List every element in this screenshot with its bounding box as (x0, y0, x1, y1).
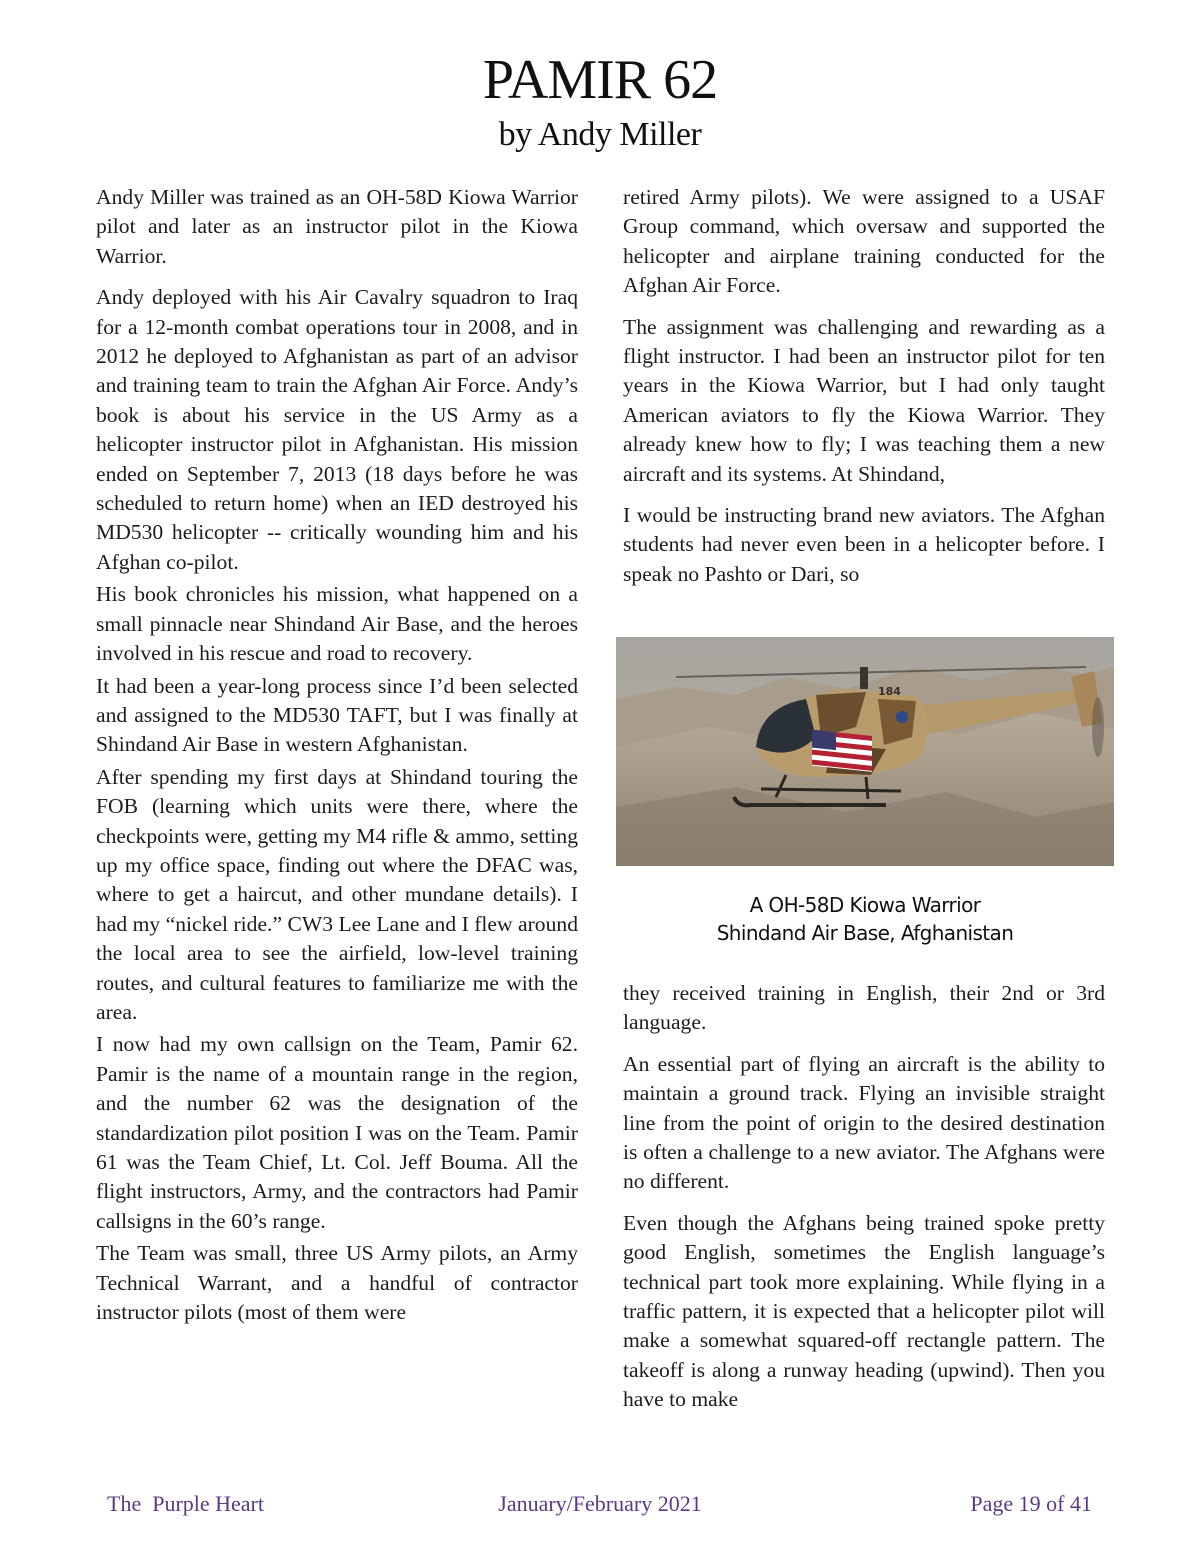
paragraph: Andy Miller was trained as an OH-58D Kiowa Warrior pilot and later as an instructor pilot in the Kiowa Warrior. (96, 185, 578, 268)
article-title: PAMIR 62 (482, 49, 718, 111)
paragraph: After spending my first days at Shindand touring the FOB (learning which units were there, where the checkpoints were, getting my M4 rifle & ammo, setting up my office space, finding out where the DFAC was, where to get a haircut, and other mundane details). I had my “nickel ride.” CW3 Lee Lane and I flew around the local area to see the airfield, low-level training routes, and cultural features to familiarize me with the area. (96, 764, 578, 1024)
photo-caption (616, 891, 1114, 947)
helicopter-photo (616, 637, 1114, 866)
paragraph: It had been a year-long process since I’d been selected and assigned to the MD530 TAFT, but I was finally at Shindand Air Base in western Afghanistan. (96, 673, 578, 757)
right-column-bottom (623, 979, 1105, 1415)
paragraph: Andy deployed with his Air Cavalry squadron to Iraq for a 12-month combat operations tour in 2008, and in 2012 he deployed to Afghanistan as part of an advisor and training team to train the Afghan Air Force. Andy’s book is about his service in the US Army as a helicopter instructor pilot in Afghanistan. His mission ended on September 7, 2013 (18 days before he was scheduled to return home) when an IED destroyed his MD530 helicopter -- critically wounding him and his Afghan co-pilot. (96, 285, 578, 574)
article-byline: by Andy Miller (498, 116, 702, 153)
paragraph: I would be instructing brand new aviators. The Afghan students had never even been in a helicopter before. I speak no Pashto or Dari, so (623, 503, 1105, 586)
landing-skid (761, 789, 901, 791)
footer-page-number: Page 19 of 41 (970, 1491, 1092, 1516)
roundel-icon (896, 711, 908, 723)
paragraph: An essential part of flying an aircraft is the ability to maintain a ground track. Flying an invisible straight line from the point of origin to the desired destination is often a challenge to a new aviator. The Afghans were no different. (623, 1051, 1105, 1194)
flag-icon (812, 730, 872, 772)
paragraph: retired Army pilots). We were assigned to a USAF Group command, which oversaw and supported the helicopter and airplane training conducted for the Afghan Air Force. (623, 185, 1105, 298)
right-column-top (623, 183, 1105, 589)
paragraph: The Team was small, three US Army pilots, an Army Technical Warrant, and a handful of contractor instructor pilots (most of them were (96, 1241, 578, 1325)
left-column (96, 183, 578, 1327)
footer-publication: The Purple Heart (107, 1491, 264, 1516)
footer-issue: January/February 2021 (498, 1491, 702, 1516)
skid-strut (866, 777, 868, 799)
caption-line: Shindand Air Base, Afghanistan (716, 921, 1014, 945)
caption-line: A OH-58D Kiowa Warrior (749, 893, 981, 917)
paragraph: His book chronicles his mission, what happened on a small pinnacle near Shindand Air Base, and the heroes involved in his rescue and road to recovery. (96, 582, 578, 666)
paragraph: The assignment was challenging and rewarding as a flight instructor. I had been an instructor pilot for ten years in the Kiowa Warrior, but I had only taught American aviators to fly the Kiowa Warrior. They already knew how to fly; I was teaching them a new aircraft and its systems. At Shindand, (623, 314, 1105, 486)
rotor-mast (860, 667, 868, 689)
tail-number: 184 (878, 685, 901, 698)
paragraph: they received training in English, their 2nd or 3rd language. (623, 981, 1105, 1035)
tail-rotor (1092, 697, 1104, 757)
paragraph: I now had my own callsign on the Team, Pamir 62. Pamir is the name of a mountain range in the region, and the number 62 was the designation of the standardization pilot position I was on the Team. Pamir 61 was the Team Chief, Lt. Col. Jeff Bouma. All the flight instructors, Army, and the contractors had Pamir callsigns in the 60’s range. (96, 1032, 578, 1233)
paragraph: Even though the Afghans being trained spoke pretty good English, sometimes the English language’s technical part took more explaining. While flying in a traffic pattern, it is expected that a helicopter pilot will make a somewhat squared-off rectangle pattern. The takeoff is along a runway heading (upwind). Then you have to make (623, 1210, 1105, 1412)
